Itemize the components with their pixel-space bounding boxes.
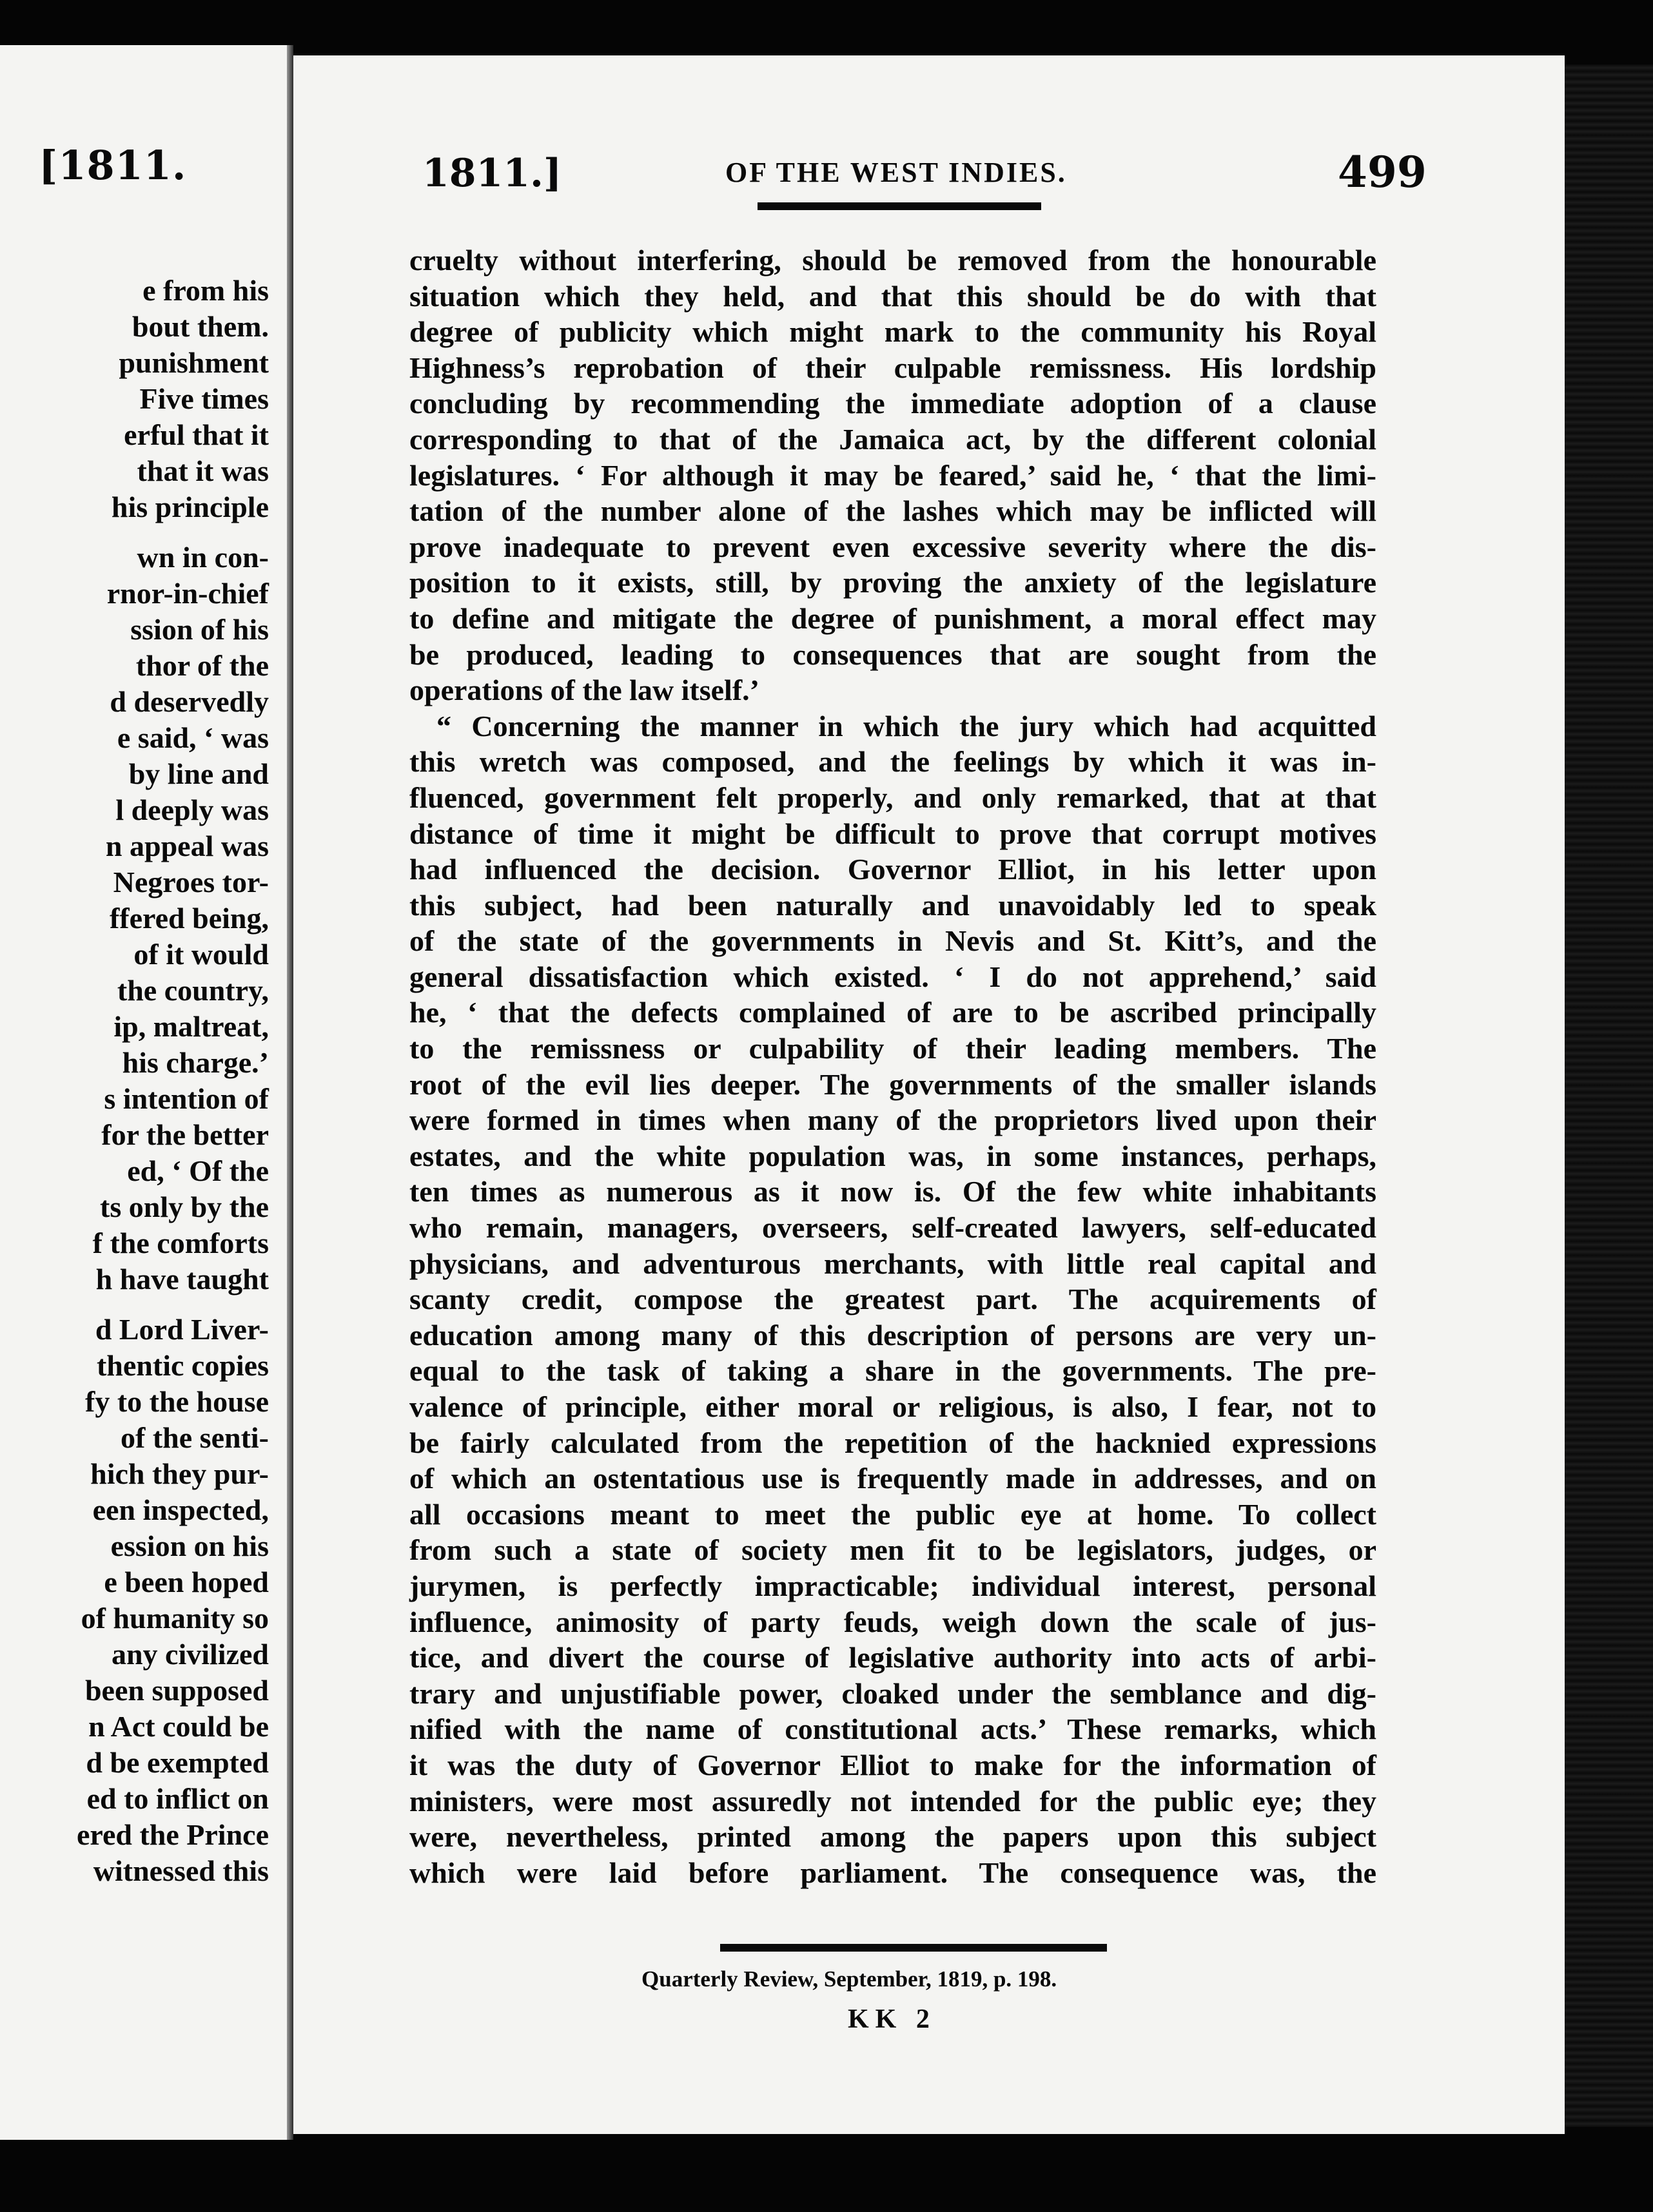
text-line: of which an ostentatious use is frequently made in addresses, and on	[409, 1462, 1376, 1495]
text-line: been supposed	[84, 1674, 269, 1707]
header-rule	[758, 202, 1041, 210]
text-line: ession on his	[110, 1529, 269, 1562]
text-line: d Lord Liver-	[95, 1313, 269, 1346]
text-line: s intention of	[104, 1082, 269, 1115]
text-line: Negroes tor-	[113, 866, 269, 898]
text-line: corresponding to that of the Jamaica act, by the different colonial	[409, 422, 1376, 456]
text-line: it was the duty of Governor Elliot to make for the information of	[409, 1748, 1376, 1781]
text-line: d be exempted	[86, 1746, 269, 1779]
text-line: from such a state of society men fit to be legislators, judges, or	[409, 1533, 1376, 1567]
text-line: education among many of this description of persons are very un-	[409, 1318, 1376, 1352]
text-line: to define and mitigate the degree of punishment, a moral effect may	[409, 601, 1376, 635]
text-line: ffered being,	[109, 902, 269, 935]
text-line: ered the Prince	[76, 1818, 269, 1851]
text-line: ts only by the	[100, 1190, 269, 1223]
text-line: Highness’s reprobation of their culpable remissness. His lordship	[409, 351, 1376, 384]
signature-mark: KK 2	[848, 2004, 936, 2034]
text-line: trary and unjustifiable power, cloaked under the semblance and dig-	[409, 1676, 1376, 1710]
text-line: ip, maltreat,	[113, 1010, 269, 1043]
text-line: ssion of his	[130, 613, 269, 646]
text-line: that it was	[137, 454, 269, 487]
text-line: of humanity so	[81, 1602, 269, 1635]
text-line: thor of the	[135, 649, 269, 682]
text-line: root of the evil lies deeper. The governments of the smaller islands	[409, 1067, 1376, 1101]
text-line: of the senti-	[121, 1421, 269, 1454]
text-line: fluenced, government felt properly, and only remarked, that at that	[409, 781, 1376, 814]
body-text	[409, 242, 1376, 1890]
text-line: which were laid before parliament. The consequence was, the	[409, 1856, 1376, 1889]
text-line: general dissatisfaction which existed. ‘ I do not apprehend,’ said	[409, 960, 1376, 993]
text-line: who remain, managers, overseers, self-created lawyers, self-educated	[409, 1211, 1376, 1245]
text-line: tation of the number alone of the lashes which may be inflicted will	[409, 494, 1376, 528]
text-line: ed to inflict on	[86, 1782, 269, 1815]
text-line: e from his	[142, 274, 269, 307]
text-line: physicians, and adventurous merchants, with little real capital and	[409, 1247, 1376, 1280]
text-line: h have taught	[95, 1263, 269, 1295]
text-line: l deeply was	[115, 793, 269, 826]
text-line: this subject, had been naturally and unavoidably led to speak	[409, 888, 1376, 922]
text-line: any civilized	[111, 1638, 269, 1671]
text-line: prove inadequate to prevent even excessive severity where the dis-	[409, 530, 1376, 563]
page-edges	[1565, 64, 1653, 2127]
text-line: were formed in times when many of the proprietors lived upon their	[409, 1103, 1376, 1137]
text-line: his principle	[111, 490, 269, 523]
text-line: of the state of the governments in Nevis and St. Kitt’s, and the	[409, 924, 1376, 958]
text-line: e said, ‘ was	[117, 721, 269, 754]
footnote-rule	[720, 1944, 1107, 1952]
text-line: rnor-in-chief	[106, 577, 269, 610]
text-line: tice, and divert the course of legislative authority into acts of arbi-	[409, 1641, 1376, 1674]
text-line: f the comforts	[92, 1227, 269, 1259]
text-line: Five times	[139, 382, 269, 415]
text-line: estates, and the white population was, in some instances, perhaps,	[409, 1139, 1376, 1172]
text-line: concluding by recommending the immediate adoption of a clause	[409, 387, 1376, 420]
text-line: he, ‘ that the defects complained of are to be ascribed principally	[409, 996, 1376, 1029]
footnote: Quarterly Review, September, 1819, p. 198.	[641, 1966, 1057, 1992]
text-line: legislatures. ‘ For although it may be feared,’ said he, ‘ that the limi-	[409, 458, 1376, 492]
left-page-header: [1811.	[39, 142, 187, 189]
text-line: punishment	[119, 346, 269, 379]
text-line: valence of principle, either moral or religious, is also, I fear, not to	[409, 1390, 1376, 1423]
right-page	[293, 55, 1565, 2134]
text-line: were, nevertheless, printed among the papers upon this subject	[409, 1820, 1376, 1854]
paragraph-gap	[0, 525, 269, 539]
text-line: to the remissness or culpability of their leading members. The	[409, 1032, 1376, 1065]
text-line: cruelty without interfering, should be removed from the honourable	[409, 244, 1376, 276]
text-line: be fairly calculated from the repetition of the hacknied expressions	[409, 1426, 1376, 1459]
text-line: distance of time it might be difficult to prove that corrupt motives	[409, 817, 1376, 850]
text-line: all occasions meant to meet the public eye at home. To collect	[409, 1497, 1376, 1531]
text-line: nified with the name of constitutional acts.’ These remarks, which	[409, 1712, 1376, 1746]
text-line: had influenced the decision. Governor Elliot, in his letter upon	[409, 853, 1376, 886]
text-line: his charge.’	[122, 1046, 269, 1079]
text-line: situation which they held, and that this should be do with that	[409, 279, 1376, 313]
paragraph-gap	[0, 1297, 269, 1312]
text-line: bout them.	[132, 310, 269, 343]
text-line: position to it exists, still, by proving the anxiety of the legislature	[409, 566, 1376, 599]
left-page-text	[0, 273, 269, 1889]
text-line: be produced, leading to consequences that are sought from the	[409, 637, 1376, 671]
text-line: scanty credit, compose the greatest part. The acquirements of	[409, 1283, 1376, 1316]
text-line: een inspected,	[92, 1493, 269, 1526]
text-line: by line and	[128, 757, 269, 790]
running-title: OF THE WEST INDIES.	[725, 157, 1067, 188]
text-line: operations of the law itself.’	[409, 674, 759, 707]
text-line: ed, ‘ Of the	[127, 1154, 269, 1187]
text-line: erful that it	[124, 418, 269, 451]
text-line: degree of publicity which might mark to the community his Royal	[409, 315, 1376, 349]
text-line: jurymen, is perfectly impracticable; individual interest, personal	[409, 1569, 1376, 1602]
text-line: of it would	[133, 938, 269, 971]
text-line: witnessed this	[93, 1854, 269, 1887]
text-line: n appeal was	[105, 830, 269, 862]
text-line: thentic copies	[96, 1349, 269, 1382]
page-year: 1811.]	[422, 151, 562, 196]
book-spine	[287, 45, 293, 2140]
text-line: “ Concerning the manner in which the jury which had acquitted	[436, 709, 1376, 742]
text-line: this wretch was composed, and the feelings by which it was in-	[409, 745, 1376, 779]
page-number: 499	[1338, 147, 1427, 197]
text-line: ten times as numerous as it now is. Of the few white inhabitants	[409, 1175, 1376, 1208]
text-line: n Act could be	[88, 1710, 269, 1743]
text-line: fy to the house	[85, 1385, 269, 1418]
text-line: wn in con-	[137, 541, 269, 574]
text-line: influence, animosity of party feuds, weigh down the scale of jus-	[409, 1605, 1376, 1638]
text-line: e been hoped	[104, 1566, 269, 1598]
text-line: hich they pur-	[90, 1457, 269, 1490]
left-page	[0, 45, 289, 2140]
text-line: ministers, were most assuredly not intended for the public eye; they	[409, 1784, 1376, 1818]
text-line: for the better	[101, 1118, 269, 1151]
text-line: d deservedly	[110, 685, 269, 718]
text-line: the country,	[117, 974, 269, 1007]
text-line: equal to the task of taking a share in the governments. The pre-	[409, 1354, 1376, 1388]
